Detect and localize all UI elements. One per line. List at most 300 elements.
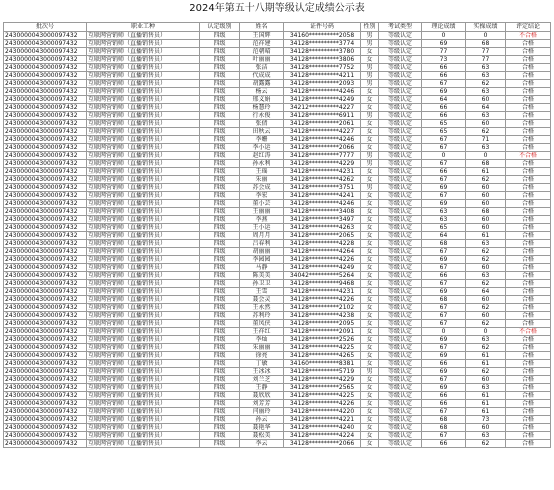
- table-cell: 2430000043000097432: [4, 264, 87, 272]
- table-cell: 张倩: [240, 120, 284, 128]
- table-cell: 等级认定: [379, 152, 422, 160]
- table-cell: 女: [361, 288, 379, 296]
- table-row: [4, 120, 551, 128]
- table-cell: 2430000043000097432: [4, 192, 87, 200]
- table-cell: 34128**********4240: [284, 424, 361, 432]
- table-cell: 34128**********7752: [284, 64, 361, 72]
- table-cell: 2430000043000097432: [4, 176, 87, 184]
- table-cell: 60: [466, 224, 506, 232]
- table-cell: 女: [361, 88, 379, 96]
- table-cell: 66: [422, 440, 466, 448]
- table-cell: 不合格: [506, 152, 551, 160]
- column-header: 职业工种: [87, 23, 200, 32]
- table-cell: 互联网营销师（直播销售员）: [87, 192, 200, 200]
- table-cell: 合格: [506, 128, 551, 136]
- table-cell: 2430000043000097432: [4, 32, 87, 40]
- table-cell: 等级认定: [379, 296, 422, 304]
- table-row: [4, 40, 551, 48]
- table-cell: 不合格: [506, 328, 551, 336]
- table-cell: 四级: [200, 160, 240, 168]
- table-cell: 等级认定: [379, 184, 422, 192]
- table-cell: 合格: [506, 344, 551, 352]
- table-cell: 等级认定: [379, 176, 422, 184]
- table-cell: 60: [466, 264, 506, 272]
- column-header: 理论成绩: [422, 23, 466, 32]
- table-row: [4, 136, 551, 144]
- table-cell: 四级: [200, 96, 240, 104]
- table-cell: 等级认定: [379, 192, 422, 200]
- table-cell: 60: [466, 200, 506, 208]
- table-cell: 61: [466, 168, 506, 176]
- table-cell: 互联网营销师（直播销售员）: [87, 240, 200, 248]
- table-cell: 合格: [506, 336, 551, 344]
- table-cell: 等级认定: [379, 136, 422, 144]
- table-cell: 等级认定: [379, 288, 422, 296]
- table-cell: 69: [422, 40, 466, 48]
- table-cell: 女: [361, 136, 379, 144]
- table-cell: 67: [422, 312, 466, 320]
- table-cell: 34128**********4226: [284, 400, 361, 408]
- table-cell: 合格: [506, 88, 551, 96]
- table-cell: 四级: [200, 112, 240, 120]
- table-cell: 34128**********4241: [284, 192, 361, 200]
- table-cell: 互联网营销师（直播销售员）: [87, 56, 200, 64]
- table-cell: 苏会成: [240, 184, 284, 192]
- table-cell: 四级: [200, 376, 240, 384]
- table-row: [4, 104, 551, 112]
- table-row: [4, 336, 551, 344]
- column-header: 评定结论: [506, 23, 551, 32]
- table-cell: 女: [361, 344, 379, 352]
- table-cell: 四级: [200, 400, 240, 408]
- table-cell: 男: [361, 72, 379, 80]
- table-cell: 女: [361, 296, 379, 304]
- table-cell: 互联网营销师（直播销售员）: [87, 72, 200, 80]
- table-row: [4, 160, 551, 168]
- table-cell: 合格: [506, 160, 551, 168]
- table-cell: 田秋云: [240, 128, 284, 136]
- table-row: [4, 296, 551, 304]
- table-row: [4, 344, 551, 352]
- table-cell: 62: [466, 344, 506, 352]
- table-cell: 互联网营销师（直播销售员）: [87, 152, 200, 160]
- table-cell: 不合格: [506, 32, 551, 40]
- table-cell: 合格: [506, 368, 551, 376]
- table-cell: 62: [466, 440, 506, 448]
- table-cell: 2430000043000097432: [4, 416, 87, 424]
- table-cell: 互联网营销师（直播销售员）: [87, 88, 200, 96]
- table-cell: 等级认定: [379, 240, 422, 248]
- table-cell: 2430000043000097432: [4, 392, 87, 400]
- table-row: [4, 432, 551, 440]
- table-cell: 34128**********2061: [284, 120, 361, 128]
- table-cell: 合格: [506, 272, 551, 280]
- table-cell: 34212**********4227: [284, 104, 361, 112]
- table-row: [4, 352, 551, 360]
- table-cell: 67: [422, 320, 466, 328]
- table-cell: 互联网营销师（直播销售员）: [87, 440, 200, 448]
- table-cell: 合格: [506, 72, 551, 80]
- table-cell: 34128**********3497: [284, 216, 361, 224]
- table-cell: 34128**********2102: [284, 304, 361, 312]
- table-cell: 聂艳华: [240, 424, 284, 432]
- table-cell: 四级: [200, 280, 240, 288]
- table-row: [4, 400, 551, 408]
- table-cell: 女: [361, 104, 379, 112]
- table-cell: 互联网营销师（直播销售员）: [87, 96, 200, 104]
- table-cell: 69: [422, 184, 466, 192]
- table-cell: 62: [466, 280, 506, 288]
- table-cell: 孙卫卫: [240, 280, 284, 288]
- table-cell: 女: [361, 192, 379, 200]
- table-cell: 董小芸: [240, 200, 284, 208]
- table-cell: 34128**********4221: [284, 416, 361, 424]
- table-cell: 63: [466, 144, 506, 152]
- table-cell: 等级认定: [379, 72, 422, 80]
- table-cell: 69: [422, 352, 466, 360]
- table-cell: 合格: [506, 240, 551, 248]
- table-cell: 王祥红: [240, 328, 284, 336]
- table-cell: 等级认定: [379, 224, 422, 232]
- table-cell: 四级: [200, 320, 240, 328]
- table-cell: 朱丽: [240, 176, 284, 184]
- table-cell: 等级认定: [379, 32, 422, 40]
- table-cell: 等级认定: [379, 128, 422, 136]
- table-cell: 四级: [200, 144, 240, 152]
- table-cell: 62: [466, 256, 506, 264]
- table-cell: 互联网营销师（直播销售员）: [87, 392, 200, 400]
- table-cell: 李姗: [240, 136, 284, 144]
- table-cell: 王永然: [240, 304, 284, 312]
- table-cell: 2430000043000097432: [4, 424, 87, 432]
- table-cell: 34128**********2093: [284, 80, 361, 88]
- table-cell: 男: [361, 184, 379, 192]
- table-cell: 34128**********4246: [284, 88, 361, 96]
- table-cell: 63: [466, 88, 506, 96]
- table-cell: 2430000043000097432: [4, 352, 87, 360]
- table-row: [4, 224, 551, 232]
- table-cell: 等级认定: [379, 376, 422, 384]
- table-cell: 67: [422, 432, 466, 440]
- table-cell: 34128**********4249: [284, 96, 361, 104]
- table-row: [4, 64, 551, 72]
- table-cell: 女: [361, 272, 379, 280]
- table-cell: 互联网营销师（直播销售员）: [87, 272, 200, 280]
- table-cell: 等级认定: [379, 120, 422, 128]
- table-cell: 互联网营销师（直播销售员）: [87, 120, 200, 128]
- table-cell: 69: [422, 368, 466, 376]
- table-cell: 等级认定: [379, 56, 422, 64]
- table-cell: 合格: [506, 216, 551, 224]
- table-cell: 34128**********4220: [284, 408, 361, 416]
- table-cell: 等级认定: [379, 112, 422, 120]
- table-cell: 四级: [200, 384, 240, 392]
- table-cell: 女: [361, 312, 379, 320]
- table-header-row: [4, 23, 551, 32]
- table-cell: 马静: [240, 264, 284, 272]
- table-cell: 胡露露: [240, 80, 284, 88]
- table-cell: 等级认定: [379, 144, 422, 152]
- table-cell: 女: [361, 352, 379, 360]
- table-cell: 2430000043000097432: [4, 432, 87, 440]
- table-cell: 等级认定: [379, 264, 422, 272]
- table-cell: 61: [466, 232, 506, 240]
- table-cell: 64: [466, 288, 506, 296]
- table-cell: 女: [361, 384, 379, 392]
- table-cell: 聂松美: [240, 432, 284, 440]
- table-cell: 等级认定: [379, 368, 422, 376]
- table-cell: 69: [422, 336, 466, 344]
- table-cell: 四级: [200, 408, 240, 416]
- table-cell: 73: [466, 416, 506, 424]
- table-cell: 69: [422, 256, 466, 264]
- table-cell: 合格: [506, 64, 551, 72]
- table-row: [4, 368, 551, 376]
- table-cell: 2430000043000097432: [4, 256, 87, 264]
- table-cell: 周月月: [240, 232, 284, 240]
- table-row: [4, 256, 551, 264]
- table-cell: 女: [361, 400, 379, 408]
- table-row: [4, 184, 551, 192]
- table-cell: 男: [361, 112, 379, 120]
- table-row: [4, 192, 551, 200]
- table-row: [4, 112, 551, 120]
- table-cell: 34128**********4246: [284, 136, 361, 144]
- table-cell: 女: [361, 200, 379, 208]
- table-cell: 合格: [506, 392, 551, 400]
- table-cell: 66: [422, 104, 466, 112]
- table-cell: 等级认定: [379, 272, 422, 280]
- table-row: [4, 208, 551, 216]
- table-cell: 66: [422, 112, 466, 120]
- table-cell: 34128**********2091: [284, 328, 361, 336]
- table-cell: 2430000043000097432: [4, 160, 87, 168]
- table-cell: 孙永利: [240, 160, 284, 168]
- table-cell: 2430000043000097432: [4, 40, 87, 48]
- table-cell: 61: [466, 352, 506, 360]
- table-cell: 合格: [506, 120, 551, 128]
- table-cell: 2430000043000097432: [4, 384, 87, 392]
- table-cell: 34128**********4262: [284, 176, 361, 184]
- table-cell: 等级认定: [379, 432, 422, 440]
- table-cell: 李园园: [240, 256, 284, 264]
- table-row: [4, 80, 551, 88]
- table-cell: 61: [466, 400, 506, 408]
- table-cell: 吕春利: [240, 240, 284, 248]
- table-cell: 四级: [200, 56, 240, 64]
- table-cell: 合格: [506, 352, 551, 360]
- table-cell: 34128**********4226: [284, 296, 361, 304]
- table-cell: 合格: [506, 320, 551, 328]
- table-cell: 女: [361, 408, 379, 416]
- table-cell: 互联网营销师（直播销售员）: [87, 40, 200, 48]
- table-cell: 女: [361, 208, 379, 216]
- table-cell: 女: [361, 248, 379, 256]
- table-cell: 34128**********2095: [284, 320, 361, 328]
- table-cell: 63: [466, 112, 506, 120]
- table-cell: 0: [422, 32, 466, 40]
- table-cell: 34160**********2058: [284, 32, 361, 40]
- table-cell: 2430000043000097432: [4, 80, 87, 88]
- table-cell: 2430000043000097432: [4, 440, 87, 448]
- table-cell: 62: [466, 320, 506, 328]
- table-cell: 王雪: [240, 288, 284, 296]
- table-cell: 2430000043000097432: [4, 408, 87, 416]
- table-cell: 67: [422, 304, 466, 312]
- table-row: [4, 424, 551, 432]
- table-cell: 李灿: [240, 336, 284, 344]
- table-cell: 赵红涛: [240, 152, 284, 160]
- table-cell: 合格: [506, 400, 551, 408]
- table-cell: 67: [422, 144, 466, 152]
- table-cell: 丁敏: [240, 360, 284, 368]
- table-cell: 四级: [200, 48, 240, 56]
- table-cell: 34128**********6911: [284, 112, 361, 120]
- table-cell: 王丽丽: [240, 208, 284, 216]
- table-cell: 67: [422, 192, 466, 200]
- table-cell: 行永俊: [240, 112, 284, 120]
- table-cell: 2430000043000097432: [4, 136, 87, 144]
- table-cell: 2430000043000097432: [4, 144, 87, 152]
- table-cell: 2430000043000097432: [4, 280, 87, 288]
- table-cell: 女: [361, 440, 379, 448]
- table-cell: 王瑶: [240, 168, 284, 176]
- table-cell: 34042**********5264: [284, 272, 361, 280]
- table-cell: 合格: [506, 424, 551, 432]
- column-header: 证件号码: [284, 23, 361, 32]
- table-row: [4, 376, 551, 384]
- table-cell: 34128**********4263: [284, 224, 361, 232]
- table-cell: 女: [361, 392, 379, 400]
- table-cell: 四级: [200, 288, 240, 296]
- table-cell: 34128**********4264: [284, 248, 361, 256]
- table-cell: 34128**********9468: [284, 280, 361, 288]
- table-cell: 2430000043000097432: [4, 64, 87, 72]
- table-row: [4, 144, 551, 152]
- table-cell: 64: [422, 232, 466, 240]
- table-cell: 互联网营销师（直播销售员）: [87, 368, 200, 376]
- table-cell: 67: [422, 136, 466, 144]
- table-cell: 合格: [506, 416, 551, 424]
- table-cell: 68: [422, 240, 466, 248]
- table-cell: 女: [361, 128, 379, 136]
- page-title: 2024年第五十八期等级认定成绩公示表: [189, 3, 365, 14]
- table-cell: 等级认定: [379, 336, 422, 344]
- table-cell: 2430000043000097432: [4, 312, 87, 320]
- table-cell: 等级认定: [379, 280, 422, 288]
- table-cell: 互联网营销师（直播销售员）: [87, 248, 200, 256]
- table-cell: 女: [361, 328, 379, 336]
- table-cell: 范祥建: [240, 40, 284, 48]
- table-cell: 34128**********4211: [284, 72, 361, 80]
- table-cell: 四级: [200, 216, 240, 224]
- table-cell: 互联网营销师（直播销售员）: [87, 32, 200, 40]
- table-cell: 苏利玲: [240, 312, 284, 320]
- table-cell: 2430000043000097432: [4, 304, 87, 312]
- table-cell: 0: [422, 328, 466, 336]
- table-cell: 四级: [200, 440, 240, 448]
- table-cell: 等级认定: [379, 48, 422, 56]
- table-cell: 2430000043000097432: [4, 232, 87, 240]
- table-cell: 李小运: [240, 144, 284, 152]
- table-cell: 互联网营销师（直播销售员）: [87, 360, 200, 368]
- table-cell: 60: [466, 296, 506, 304]
- table-cell: 合格: [506, 360, 551, 368]
- table-cell: 34128**********4231: [284, 168, 361, 176]
- table-cell: 四级: [200, 368, 240, 376]
- table-cell: 2430000043000097432: [4, 328, 87, 336]
- table-cell: 68: [466, 40, 506, 48]
- table-cell: 合格: [506, 112, 551, 120]
- table-cell: 四级: [200, 64, 240, 72]
- table-cell: 2430000043000097432: [4, 272, 87, 280]
- table-cell: 2430000043000097432: [4, 120, 87, 128]
- table-cell: 2430000043000097432: [4, 128, 87, 136]
- table-cell: 互联网营销师（直播销售员）: [87, 168, 200, 176]
- table-cell: 合格: [506, 184, 551, 192]
- table-cell: 四级: [200, 40, 240, 48]
- table-row: [4, 304, 551, 312]
- table-cell: 34128**********4265: [284, 352, 361, 360]
- table-cell: 互联网营销师（直播销售员）: [87, 264, 200, 272]
- table-cell: 60: [466, 120, 506, 128]
- table-cell: 合格: [506, 256, 551, 264]
- table-cell: 等级认定: [379, 344, 422, 352]
- table-cell: 女: [361, 280, 379, 288]
- table-cell: 0: [466, 328, 506, 336]
- table-cell: 男: [361, 64, 379, 72]
- table-cell: 四级: [200, 224, 240, 232]
- table-cell: 互联网营销师（直播销售员）: [87, 208, 200, 216]
- table-cell: 34128**********4249: [284, 264, 361, 272]
- table-cell: 63: [466, 72, 506, 80]
- table-cell: 34128**********4231: [284, 288, 361, 296]
- table-cell: 63: [466, 384, 506, 392]
- table-cell: 34128**********7777: [284, 152, 361, 160]
- table-cell: 合格: [506, 376, 551, 384]
- table-cell: 互联网营销师（直播销售员）: [87, 376, 200, 384]
- table-cell: 互联网营销师（直播销售员）: [87, 408, 200, 416]
- table-cell: 合格: [506, 432, 551, 440]
- table-cell: 徐亮: [240, 352, 284, 360]
- table-cell: 代成成: [240, 72, 284, 80]
- table-cell: 等级认定: [379, 256, 422, 264]
- table-cell: 互联网营销师（直播销售员）: [87, 336, 200, 344]
- results-table: [3, 22, 551, 448]
- table-cell: 34128**********3780: [284, 48, 361, 56]
- table-cell: 等级认定: [379, 40, 422, 48]
- table-cell: 0: [466, 152, 506, 160]
- table-cell: 67: [422, 160, 466, 168]
- table-row: [4, 216, 551, 224]
- table-cell: 等级认定: [379, 88, 422, 96]
- table-cell: 王国辉: [240, 32, 284, 40]
- table-cell: 77: [422, 48, 466, 56]
- table-cell: 四级: [200, 152, 240, 160]
- table-cell: 等级认定: [379, 328, 422, 336]
- table-cell: 互联网营销师（直播销售员）: [87, 288, 200, 296]
- table-cell: 合格: [506, 304, 551, 312]
- table-cell: 等级认定: [379, 200, 422, 208]
- table-cell: 杨慧玲: [240, 104, 284, 112]
- table-cell: 女: [361, 144, 379, 152]
- table-cell: 朱丽丽: [240, 344, 284, 352]
- table-cell: 67: [422, 280, 466, 288]
- table-row: [4, 360, 551, 368]
- table-cell: 四级: [200, 184, 240, 192]
- table-cell: 女: [361, 96, 379, 104]
- table-row: [4, 168, 551, 176]
